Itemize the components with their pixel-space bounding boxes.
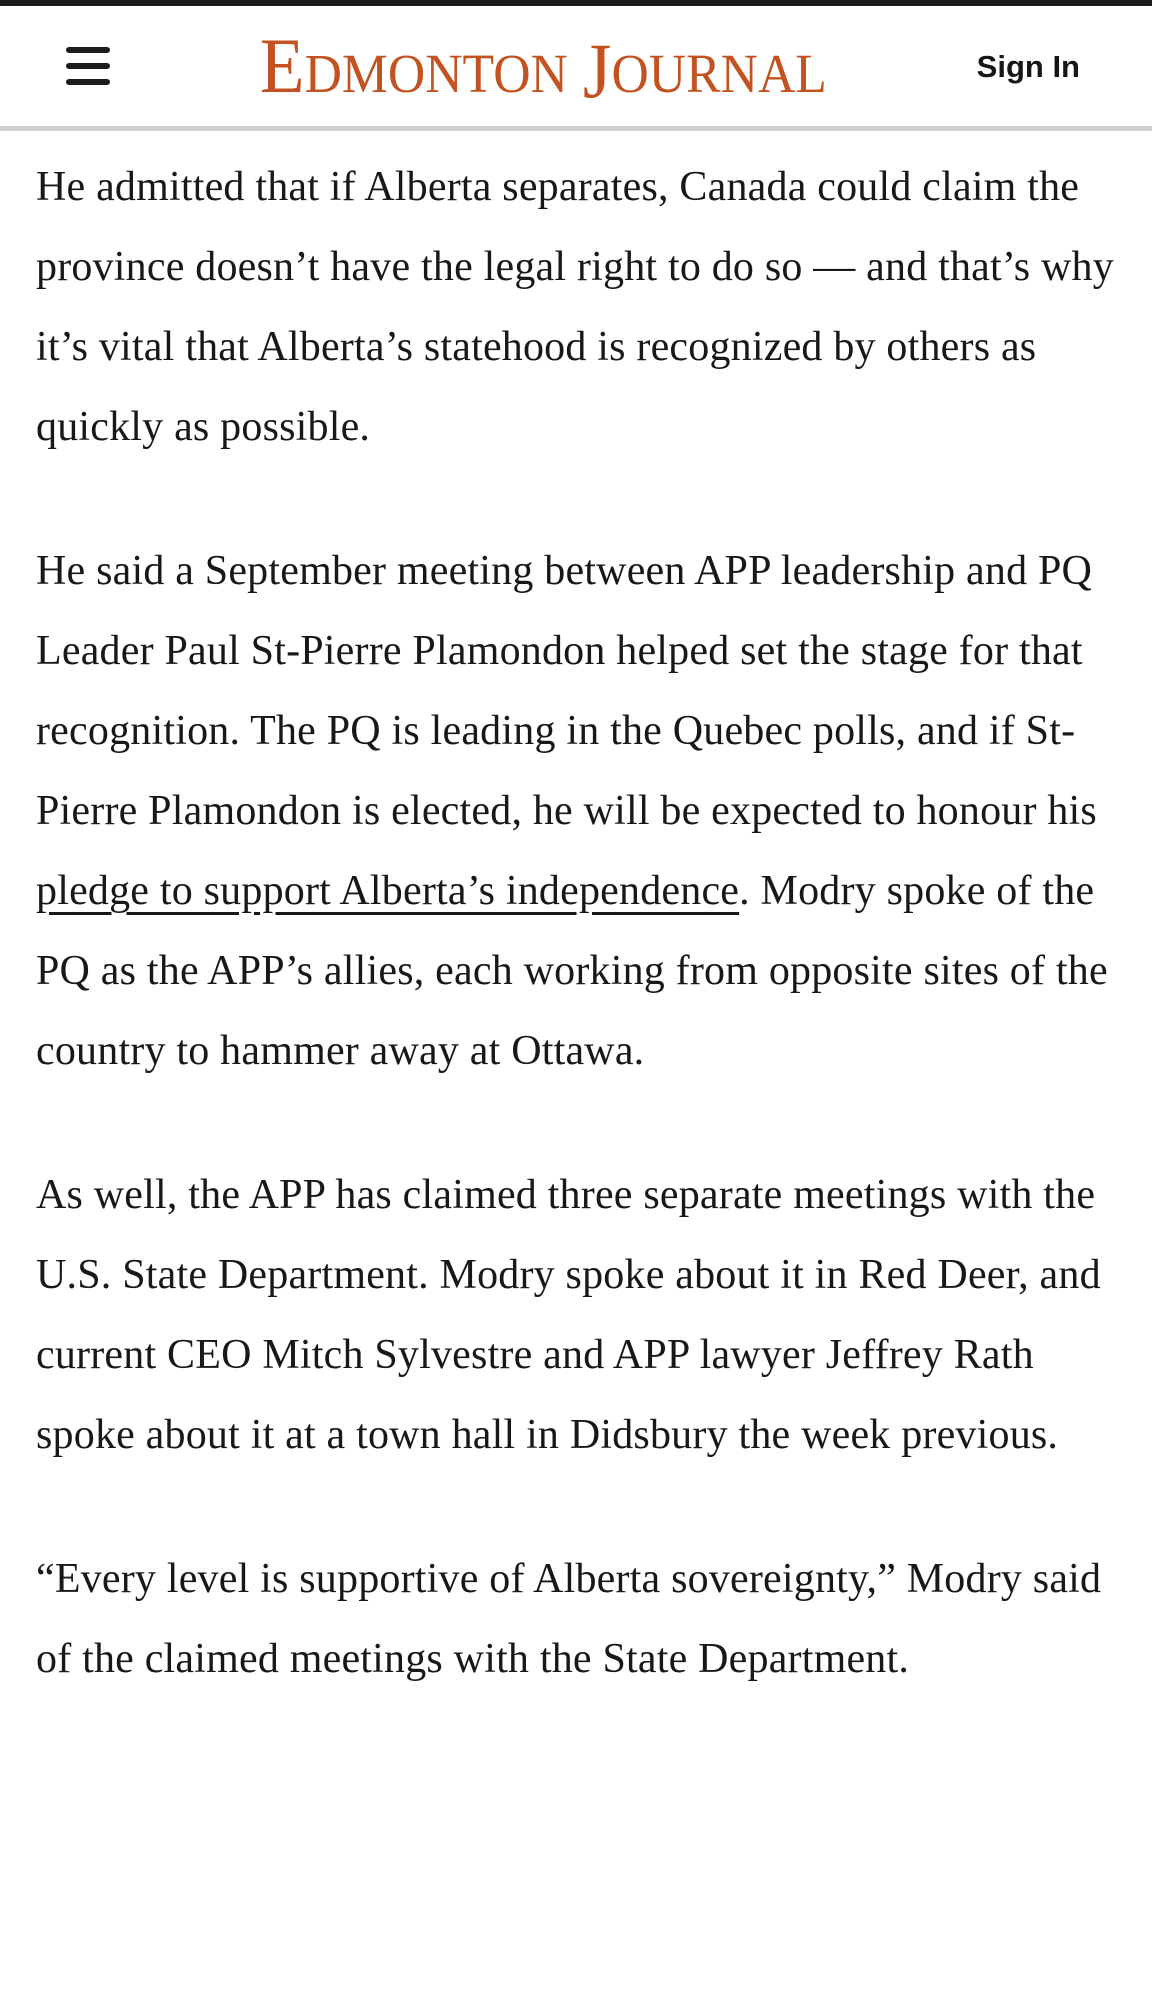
pledge-support-link[interactable]: pledge to support Alberta’s independence [36,868,740,914]
article-paragraph [36,531,1116,1091]
edmonton-journal-logo[interactable] [136,22,951,114]
article-paragraph: As well, the APP has claimed three separate meetings with the U.S. State Department. Modry spoke about it in Red Deer, and current CEO Mitch Sylvestre and APP lawyer Jeffrey Rath spoke about it at a town hall in Didsbury the week previous. [36,1172,1101,1458]
paragraph-text: He said a September meeting between APP leadership and PQ Leader Paul St-Pierre Plamondon helped set the stage for that recognition. The PQ is leading in the Quebec polls, and if St-Pierre Plamondon is elected, he will be expected to honour his [36,548,1097,834]
article-body [0,131,1152,1699]
paragraph-text: . Modry spoke of the PQ as the APP’s allies, each working from opposite sites of the country to hammer away at Ottawa. [36,868,1108,1074]
hamburger-menu-button[interactable] [66,47,110,85]
site-header [0,6,1152,126]
article-paragraph: He admitted that if Alberta separates, Canada could claim the province doesn’t have the legal right to do so — and that’s why it’s vital that Alberta’s statehood is recognized by others as quickly as possible. [36,164,1114,450]
hamburger-icon [66,47,110,53]
masthead-text: EDMONTON JOURNAL [259,22,827,114]
article-paragraph: “Every level is supportive of Alberta sovereignty,” Modry said of the claimed meetings with the State Department. [36,1556,1102,1682]
sign-in-button[interactable]: Sign In [976,48,1080,84]
